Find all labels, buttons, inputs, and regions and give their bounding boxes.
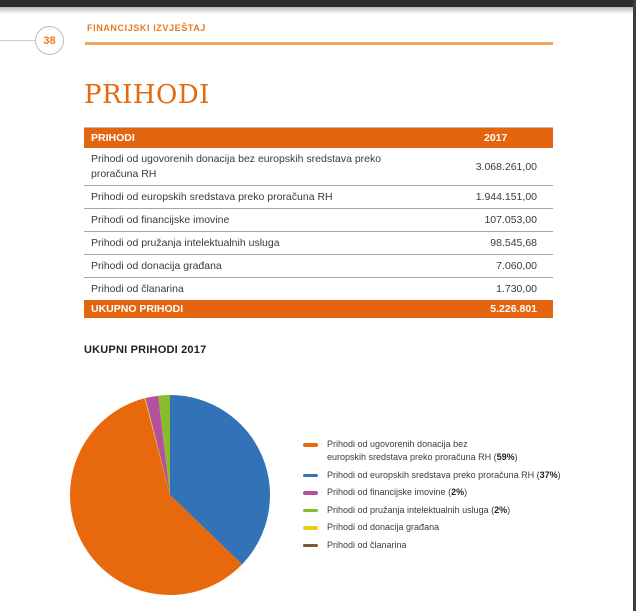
legend-item xyxy=(303,521,593,534)
row-label: Prihodi od članarina xyxy=(91,282,184,295)
revenue-table xyxy=(84,127,553,318)
legend-label: Prihodi od pružanja intelektualnih usluga (2%) xyxy=(327,504,511,515)
section-kicker: FINANCIJSKI IZVJEŠTAJ xyxy=(87,23,206,33)
table-body xyxy=(84,148,553,300)
legend-label: Prihodi od članarina xyxy=(327,539,407,550)
legend-marker xyxy=(303,491,318,495)
legend-label: Prihodi od europskih sredstava preko proračuna RH (37%) xyxy=(327,469,561,480)
chart-title: UKUPNI PRIHODI 2017 xyxy=(84,344,207,356)
table-row xyxy=(84,148,553,186)
page-number: 38 xyxy=(43,34,56,47)
legend-percent: 2% xyxy=(494,504,508,515)
table-total-value: 5.226.801 xyxy=(490,303,537,315)
table-row xyxy=(84,278,553,300)
page-number-connector-line xyxy=(0,40,35,41)
row-value: 107.053,00 xyxy=(484,214,537,226)
chart-legend xyxy=(303,438,593,556)
kicker-underline xyxy=(85,42,553,45)
table-total-label: UKUPNO PRIHODI xyxy=(91,303,184,315)
legend-marker xyxy=(303,474,318,478)
row-label: Prihodi od financijske imovine xyxy=(91,213,230,226)
legend-item xyxy=(303,438,593,464)
table-row xyxy=(84,186,553,209)
row-value: 1.730,00 xyxy=(496,283,537,295)
row-value: 98.545,68 xyxy=(490,237,537,249)
window-top-bar xyxy=(0,0,636,7)
table-row xyxy=(84,255,553,278)
legend-percent: 59% xyxy=(496,452,515,462)
legend-percent: 2% xyxy=(451,487,465,497)
row-label: Prihodi od ugovorenih donacija bez europskih sredstava preko proračuna RH xyxy=(91,152,382,180)
legend-marker xyxy=(303,526,318,530)
legend-item xyxy=(303,539,593,552)
legend-label: Prihodi od donacija građana xyxy=(327,522,440,532)
legend-label: Prihodi od financijske imovine (2%) xyxy=(327,487,468,497)
legend-item xyxy=(303,469,593,482)
row-label: Prihodi od pružanja intelektualnih usluga xyxy=(91,236,280,249)
table-header-year: 2017 xyxy=(484,132,508,144)
legend-item xyxy=(303,486,593,499)
page-number-badge xyxy=(35,26,64,55)
page-top-shadow xyxy=(0,7,636,14)
legend-marker xyxy=(303,544,318,548)
page-title: PRIHODI xyxy=(84,80,210,110)
table-header-row xyxy=(84,128,553,148)
row-label: Prihodi od europskih sredstava preko proračuna RH xyxy=(91,190,333,203)
row-value: 7.060,00 xyxy=(496,260,537,272)
legend-item xyxy=(303,504,593,517)
table-header-label: PRIHODI xyxy=(91,132,135,144)
table-row xyxy=(84,232,553,255)
table-row xyxy=(84,209,553,232)
row-value: 1.944.151,00 xyxy=(475,191,537,203)
legend-marker xyxy=(303,509,318,513)
table-total-row xyxy=(84,300,553,318)
row-value: 3.068.261,00 xyxy=(475,160,537,173)
legend-label: Prihodi od ugovorenih donacija bez europskih sredstava preko proračuna RH (59%) xyxy=(327,439,518,462)
pie-chart xyxy=(66,391,274,599)
row-label: Prihodi od donacija građana xyxy=(91,259,222,272)
legend-marker xyxy=(303,443,318,447)
legend-percent: 37% xyxy=(539,469,558,480)
